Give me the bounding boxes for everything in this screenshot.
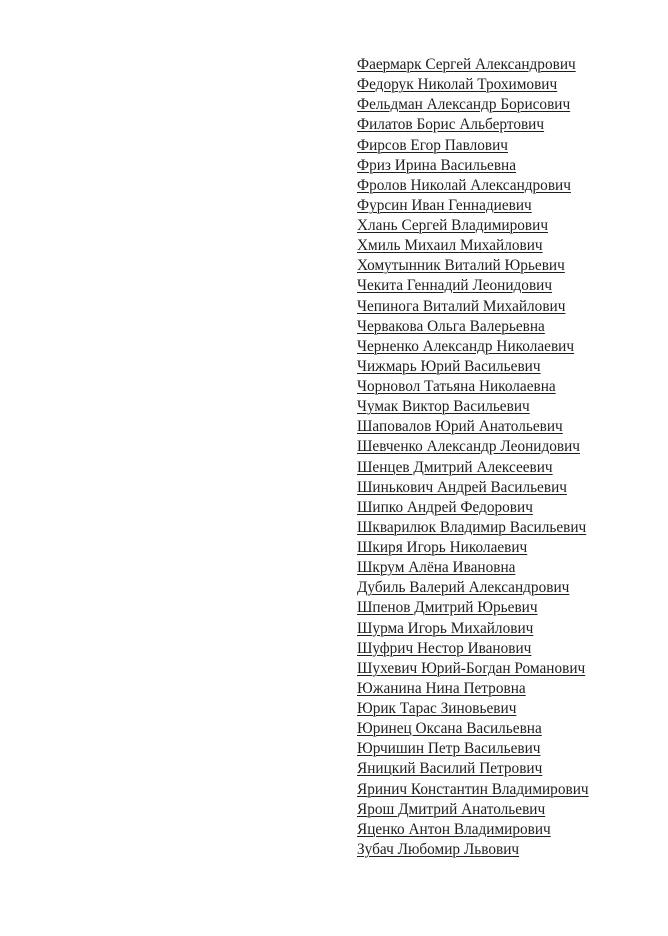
name-entry: Филатов Борис Альбертович (357, 116, 545, 134)
name-entry: Фриз Ирина Васильевна (357, 156, 517, 174)
name-entry: Шаповалов Юрий Анатольевич (357, 418, 563, 436)
name-entry: Юрчишин Петр Васильевич (357, 740, 541, 758)
name-entry: Дубиль Валерий Александрович (357, 579, 570, 597)
name-entry: Шевченко Александр Леонидович (357, 438, 580, 456)
name-entry: Чепинога Виталий Михайлович (357, 297, 566, 315)
name-entry: Шкрум Алёна Ивановна (357, 559, 516, 577)
names-list (357, 55, 589, 860)
name-entry: Шурма Игорь Михайлович (357, 619, 534, 637)
name-entry: Фаермарк Сергей Александрович (357, 56, 576, 73)
name-entry: Шипко Андрей Федорович (357, 498, 533, 516)
name-entry: Чекита Геннадий Леонидович (357, 277, 553, 295)
name-entry: Яринич Константин Владимирович (357, 780, 589, 798)
name-entry: Хмиль Михаил Михайлович (357, 237, 543, 255)
name-entry: Шенцев Дмитрий Алексеевич (357, 458, 553, 476)
name-entry: Шуфрич Нестор Иванович (357, 639, 532, 657)
name-entry: Шкиря Игорь Николаевич (357, 539, 528, 556)
name-entry: Зубач Любомир Львович (357, 840, 520, 858)
name-entry: Фирсов Егор Павлович (357, 136, 509, 154)
name-entry: Шинькович Андрей Васильевич (357, 478, 567, 496)
name-entry: Чижмарь Юрий Васильевич (357, 357, 541, 375)
name-entry: Чумак Виктор Васильевич (357, 398, 530, 416)
name-entry: Фролов Николай Александрович (357, 176, 571, 194)
name-entry: Юрик Тарас Зиновьевич (357, 700, 517, 717)
name-entry: Шухевич Юрий-Богдан Романович (357, 659, 586, 677)
name-entry: Ярош Дмитрий Анатольевич (357, 800, 546, 818)
name-entry: Чорновол Татьяна Николаевна (357, 378, 556, 395)
name-entry: Хлань Сергей Владимирович (357, 217, 549, 234)
name-entry: Хомутынник Виталий Юрьевич (357, 257, 565, 275)
name-entry: Фурсин Иван Геннадиевич (357, 196, 532, 214)
name-entry: Яницкий Василий Петрович (357, 760, 543, 778)
name-entry: Шкварилюк Владимир Васильевич (357, 518, 587, 536)
name-entry: Червакова Ольга Валерьевна (357, 317, 545, 335)
name-entry: Южанина Нина Петровна (357, 679, 526, 697)
name-entry: Федорук Николай Трохимович (357, 76, 558, 94)
name-entry: Яценко Антон Владимирович (357, 820, 551, 838)
name-entry: Шпенов Дмитрий Юрьевич (357, 599, 538, 617)
name-entry: Юринец Оксана Васильевна (357, 720, 542, 738)
name-entry: Черненко Александр Николаевич (357, 337, 575, 355)
name-entry: Фельдман Александр Борисович (357, 96, 571, 114)
